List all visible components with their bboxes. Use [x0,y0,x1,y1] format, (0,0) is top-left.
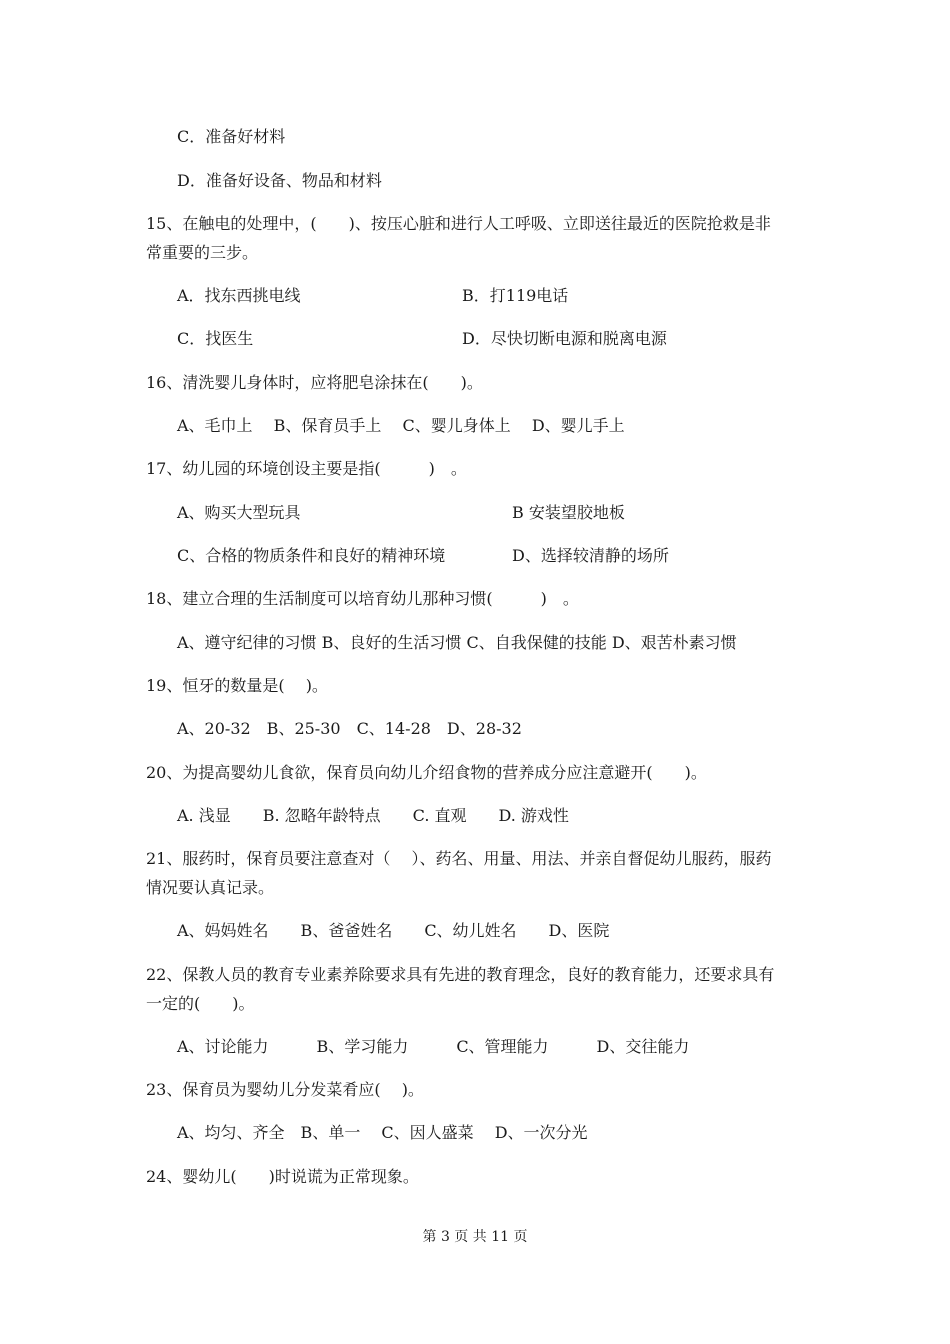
q15-stem-line2: 常重要的三步。 [146,243,259,262]
q16-stem: 16、清洗婴儿身体时，应将肥皂涂抹在( )。 [146,373,483,392]
page-number-footer: 第 3 页 共 11 页 [422,1229,528,1245]
q17-stem: 17、幼儿园的环境创设主要是指( ) 。 [146,459,467,478]
q22-options: A、讨论能力 B、学习能力 C、管理能力 D、交往能力 [177,1037,690,1056]
q22-stem-line1: 22、保教人员的教育专业素养除要求具有先进的教育理念，良好的教育能力，还要求具有 [146,965,775,984]
q21-options: A、妈妈姓名 B、爸爸姓名 C、幼儿姓名 D、医院 [177,921,610,940]
q15-stem-line1: 15、在触电的处理中，( )、按压心脏和进行人工呼吸、立即送往最近的医院抢救是非 [146,214,771,233]
prev-option-d: D．准备好设备、物品和材料 [177,171,382,190]
q18-stem: 18、建立合理的生活制度可以培育幼儿那种习惯( ) 。 [146,589,579,608]
prev-option-c: C．准备好材料 [177,127,286,146]
q19-stem: 19、恒牙的数量是( )。 [146,676,328,695]
q17-option-b: B 安装望胶地板 [512,503,625,522]
q15-option-d: D．尽快切断电源和脱离电源 [462,329,667,348]
q16-options: A、毛巾上 B、保育员手上 C、婴儿身体上 D、婴儿手上 [177,416,625,435]
q23-stem: 23、保育员为婴幼儿分发菜肴应( )。 [146,1080,424,1099]
q18-options: A、遵守纪律的习惯 B、良好的生活习惯 C、自我保健的技能 D、艰苦朴素习惯 [177,633,737,652]
q17-option-a: A、购买大型玩具 [177,503,301,522]
q15-option-a: A．找东西挑电线 [177,286,301,305]
q21-stem-line2: 情况要认真记录。 [146,878,275,897]
q23-options: A、均匀、齐全 B、单一 C、因人盛菜 D、一次分光 [177,1123,588,1142]
q15-option-b: B．打119电话 [462,286,569,305]
q19-options: A、20-32 B、25-30 C、14-28 D、28-32 [177,719,522,738]
q20-options: A. 浅显 B. 忽略年龄特点 C. 直观 D. 游戏性 [177,806,569,825]
q24-stem: 24、婴幼儿( )时说谎为正常现象。 [146,1167,419,1186]
q21-stem-line1: 21、服药时，保育员要注意查对（ ）、药名、用量、用法、并亲自督促幼儿服药，服药 [146,849,772,868]
q22-stem-line2: 一定的( )。 [146,994,255,1013]
q17-option-d: D、选择较清静的场所 [512,546,669,565]
q15-option-c: C．找医生 [177,329,254,348]
q20-stem: 20、为提高婴幼儿食欲，保育员向幼儿介绍食物的营养成分应注意避开( )。 [146,763,707,782]
q17-option-c: C、合格的物质条件和良好的精神环境 [177,546,446,565]
